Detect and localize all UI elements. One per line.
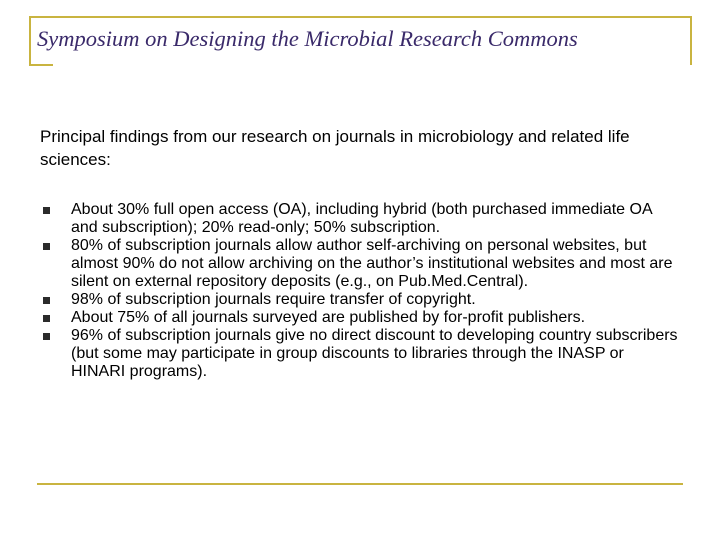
finding-text: About 75% of all journals surveyed are published by for-profit publishers. <box>71 309 586 326</box>
bottom-rule <box>37 483 683 485</box>
finding-text: 96% of subscription journals give no direct discount to developing country subscribers (but some may participate in group discounts to libraries through the INASP or HINARI programs). <box>71 327 678 380</box>
square-bullet-icon <box>43 243 50 250</box>
finding-text: 98% of subscription journals require transfer of copyright. <box>71 291 476 308</box>
slide-title: Symposium on Designing the Microbial Research Commons <box>37 26 578 51</box>
title-underline <box>29 64 53 66</box>
findings-list <box>40 201 680 381</box>
finding-item <box>40 201 680 237</box>
finding-item <box>40 309 680 327</box>
finding-item <box>40 291 680 309</box>
finding-item <box>40 237 680 291</box>
square-bullet-icon <box>43 333 50 340</box>
intro-text: Principal findings from our research on journals in microbiology and related life sciences: <box>40 127 630 169</box>
finding-text: 80% of subscription journals allow author self-archiving on personal websites, but almost 90% do not allow archiving on the author’s institutional websites and most are silent on external repository deposits (e.g., on Pub.Med.Central). <box>71 237 673 290</box>
finding-item <box>40 327 680 381</box>
square-bullet-icon <box>43 207 50 214</box>
finding-text: About 30% full open access (OA), including hybrid (both purchased immediate OA and subscription); 20% read-only; 50% subscription. <box>71 201 652 236</box>
square-bullet-icon <box>43 315 50 322</box>
square-bullet-icon <box>43 297 50 304</box>
